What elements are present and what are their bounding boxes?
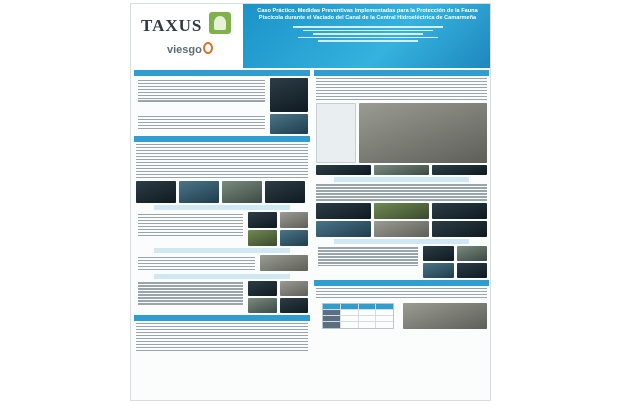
method-photo-4 <box>265 181 305 203</box>
exec-photo-5 <box>374 221 429 237</box>
capture-photo-4 <box>280 298 309 313</box>
act-row <box>136 255 308 272</box>
result-photo-4 <box>457 263 488 278</box>
result-photo-3 <box>423 263 454 278</box>
exec-photo-3 <box>432 203 487 219</box>
char-photo-3 <box>248 230 277 246</box>
taxus-leaf-icon <box>209 12 231 34</box>
subsection-header-resultados <box>334 239 469 244</box>
result-photo-2 <box>457 246 488 261</box>
taxus-logo: TAXUS <box>141 16 203 35</box>
act-photo <box>260 255 308 271</box>
act-text <box>138 255 255 272</box>
capture-photos <box>248 281 308 313</box>
section-header-conclusiones-left <box>134 315 310 321</box>
exec-photo-6 <box>432 221 487 237</box>
location-map <box>316 103 356 163</box>
canal-aerial-photo <box>359 103 487 163</box>
title-band <box>243 4 491 68</box>
right-column <box>314 70 489 334</box>
poster <box>130 3 491 401</box>
exec-photo-1 <box>316 203 371 219</box>
capture-row <box>136 281 308 313</box>
exec-photo-2 <box>374 203 429 219</box>
execution-photos-2 <box>316 221 487 237</box>
intro-row-2 <box>136 114 308 134</box>
result-photo-1 <box>423 246 454 261</box>
intro-photo-2 <box>270 114 308 134</box>
execution-photos-1 <box>316 203 487 219</box>
intro-row <box>136 78 308 112</box>
method-photo-3 <box>222 181 262 203</box>
results-table <box>322 303 394 329</box>
section-header-metodologia <box>134 136 310 142</box>
conclusion-photo <box>403 303 487 329</box>
capture-photo-2 <box>280 281 309 296</box>
results-text <box>318 246 418 278</box>
section-header-cronologia <box>314 70 489 76</box>
small-photo-1 <box>316 165 371 175</box>
results-row <box>316 246 487 278</box>
method-photo-2 <box>179 181 219 203</box>
conclusion-text-left <box>136 323 308 351</box>
char-row <box>136 212 308 246</box>
section-header-conclusiones-right <box>314 280 489 286</box>
char-photos <box>248 212 308 246</box>
method-text <box>136 144 308 178</box>
logo-area <box>131 4 243 68</box>
subsection-header-captura <box>154 274 290 279</box>
method-photo-1 <box>136 181 176 203</box>
char-photo-1 <box>248 212 277 228</box>
results-table-row <box>316 300 487 332</box>
section-header-antecedentes <box>134 70 310 76</box>
subsection-header-actividades <box>154 248 290 253</box>
small-photo-3 <box>432 165 487 175</box>
method-photos <box>136 181 308 203</box>
char-text <box>138 212 243 246</box>
viesgo-logo: viesgo <box>167 44 202 56</box>
exec-photo-4 <box>316 221 371 237</box>
poster-header <box>131 4 491 68</box>
capture-photo-3 <box>248 298 277 313</box>
subsection-header-ejecucion <box>334 177 469 182</box>
intro-photo <box>270 78 308 112</box>
small-photo-2 <box>374 165 429 175</box>
left-column <box>134 70 310 353</box>
conclusion-text-right <box>316 288 487 298</box>
capture-photo-1 <box>248 281 277 296</box>
results-photos <box>423 246 487 278</box>
authors-block <box>251 26 484 42</box>
intro-text <box>138 78 265 112</box>
poster-title: Caso Práctico. Medidas Preventivas Implementadas para la Protección de la Fauna Piscícola durante el Vaciado del Canal de la Central Hidroeléctrica de Camarmeña <box>257 8 478 21</box>
table-row <box>323 322 393 328</box>
viesgo-ring-icon <box>203 42 213 54</box>
chronology-small-photos <box>316 165 487 175</box>
execution-text <box>316 184 487 200</box>
intro-text-2 <box>138 114 265 134</box>
capture-text <box>138 281 243 313</box>
chronology-images <box>316 103 487 163</box>
chronology-text <box>316 78 487 100</box>
subsection-header-caracteristicas <box>154 205 290 210</box>
char-photo-2 <box>280 212 309 228</box>
char-photo-4 <box>280 230 309 246</box>
